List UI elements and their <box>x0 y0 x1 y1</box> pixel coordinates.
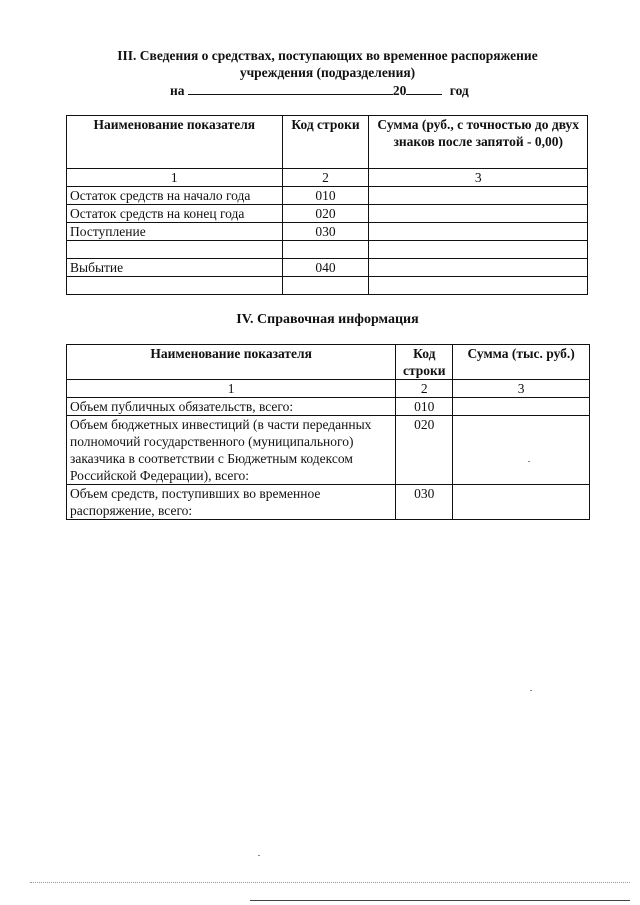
header-name: Наименование показателя <box>67 345 396 380</box>
year-blank-field[interactable] <box>406 82 442 95</box>
row-sum-cell[interactable] <box>369 223 588 241</box>
table-row <box>67 187 588 205</box>
row-sum-cell[interactable] <box>369 277 588 295</box>
row-sum-cell[interactable] <box>369 187 588 205</box>
date-line <box>170 82 500 99</box>
table-row <box>67 259 588 277</box>
scan-speck <box>530 690 532 691</box>
scan-speck <box>528 461 530 462</box>
section4-table <box>66 344 590 520</box>
table-row <box>67 398 590 416</box>
table-row <box>67 241 588 259</box>
row-code: 030 <box>396 485 453 520</box>
row-code: 010 <box>396 398 453 416</box>
section3-title-line2: учреждения (подразделения) <box>239 65 416 80</box>
header-sum: Сумма (руб., с точностью до двух знаков после запятой - 0,00) <box>369 116 588 169</box>
date-blank-field[interactable] <box>188 82 393 95</box>
col-number: 1 <box>67 380 396 398</box>
date-prefix: на <box>170 83 185 98</box>
table-row <box>67 277 588 295</box>
row-code: 010 <box>282 187 369 205</box>
column-number-row <box>67 380 590 398</box>
col-number: 1 <box>67 169 283 187</box>
header-name: Наименование показателя <box>67 116 283 169</box>
col-number: 3 <box>369 169 588 187</box>
header-code: Код строки <box>282 116 369 169</box>
col-number: 3 <box>453 380 590 398</box>
row-code: 030 <box>282 223 369 241</box>
scan-speck <box>258 855 260 856</box>
col-number: 2 <box>282 169 369 187</box>
section3-title <box>60 47 595 81</box>
row-code <box>282 277 369 295</box>
row-name: Остаток средств на конец года <box>67 205 283 223</box>
row-sum-cell[interactable] <box>369 205 588 223</box>
table-row <box>67 416 590 485</box>
date-suffix: год <box>449 83 469 98</box>
section3-table <box>66 115 588 295</box>
table-row <box>67 485 590 520</box>
table-row <box>67 223 588 241</box>
row-name: Объем бюджетных инвестиций (в части переданных полномочий государственного (муниципального) заказчика в соответствии с Бюджетным кодексом Российской Федерации), всего: <box>67 416 396 485</box>
row-code <box>282 241 369 259</box>
row-sum-cell[interactable] <box>369 241 588 259</box>
date-year-prefix: 20 <box>392 83 407 98</box>
row-name <box>67 241 283 259</box>
row-code: 020 <box>282 205 369 223</box>
row-name: Остаток средств на начало года <box>67 187 283 205</box>
scan-artifact-line <box>250 900 630 901</box>
table-row <box>67 205 588 223</box>
section3-title-line1: III. Сведения о средствах, поступающих во временное распоряжение <box>117 48 538 63</box>
col-number: 2 <box>396 380 453 398</box>
header-code: Код строки <box>396 345 453 380</box>
row-name: Поступление <box>67 223 283 241</box>
header-sum: Сумма (тыс. руб.) <box>453 345 590 380</box>
row-sum-cell[interactable] <box>453 416 590 485</box>
scan-artifact-dots <box>30 882 630 885</box>
table-header-row <box>67 345 590 380</box>
row-name: Объем публичных обязательств, всего: <box>67 398 396 416</box>
column-number-row <box>67 169 588 187</box>
row-name: Объем средств, поступивших во временное распоряжение, всего: <box>67 485 396 520</box>
row-code: 040 <box>282 259 369 277</box>
table-header-row <box>67 116 588 169</box>
section4-title: IV. Справочная информация <box>236 312 419 327</box>
row-sum-cell[interactable] <box>369 259 588 277</box>
row-sum-cell[interactable] <box>453 485 590 520</box>
row-sum-cell[interactable] <box>453 398 590 416</box>
row-name: Выбытие <box>67 259 283 277</box>
row-code: 020 <box>396 416 453 485</box>
row-name <box>67 277 283 295</box>
